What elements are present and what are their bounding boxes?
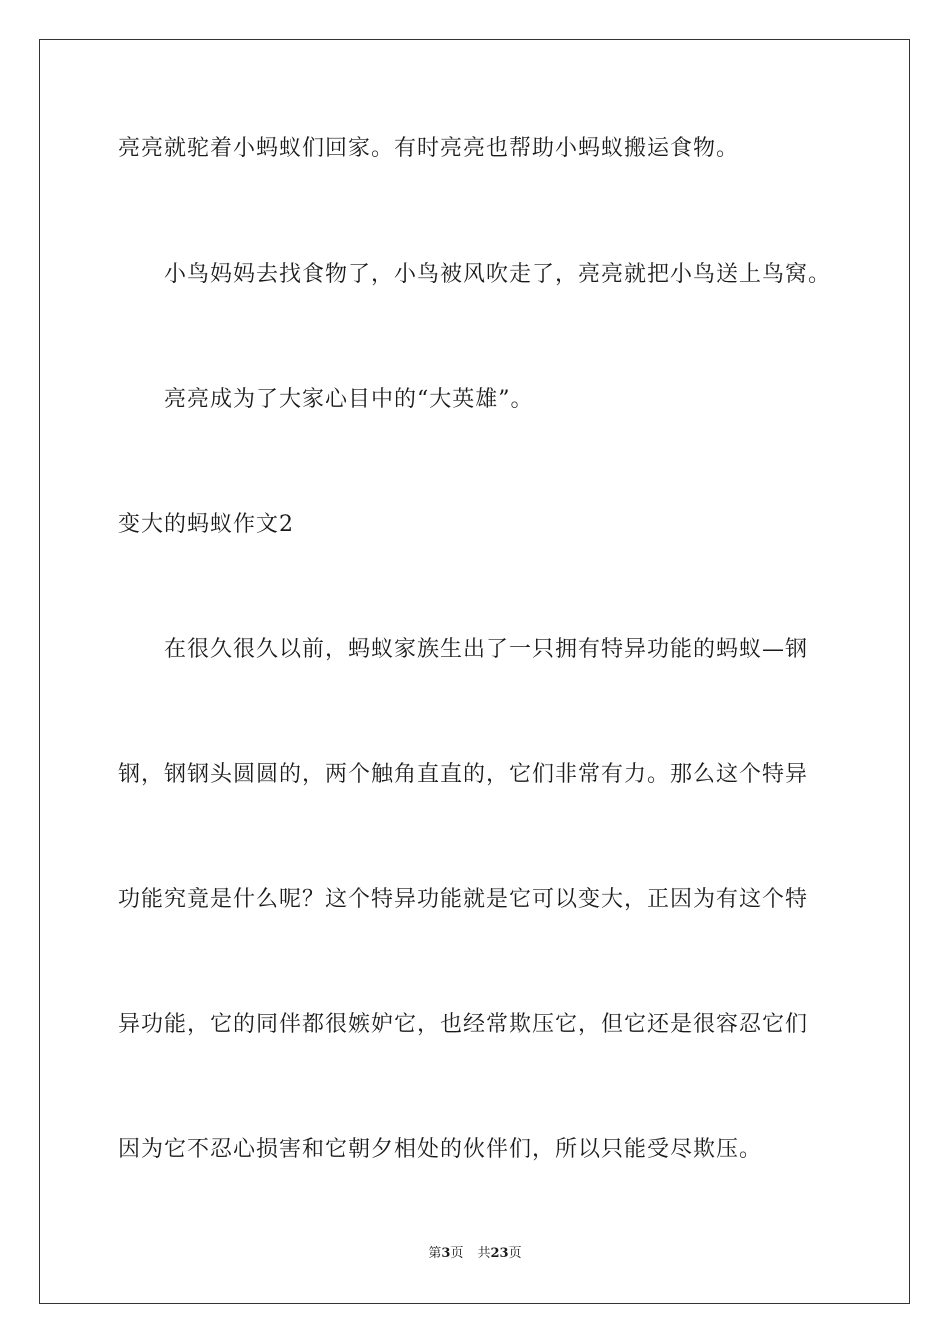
text-line-2: 小鸟妈妈去找食物了，小鸟被风吹走了，亮亮就把小鸟送上鸟窝。 bbox=[164, 262, 832, 287]
page-footer bbox=[0, 1245, 950, 1263]
total-label-prefix: 共 bbox=[477, 1246, 491, 1261]
text-line-8: 异功能，它的同伴都很嫉妒它，也经常欺压它，但它还是很容忍它们 bbox=[118, 1012, 809, 1037]
total-label-suffix: 页 bbox=[508, 1246, 522, 1261]
text-line-5: 在很久很久以前，蚂蚁家族生出了一只拥有特异功能的蚂蚁—钢 bbox=[164, 637, 809, 662]
page-number: 3 bbox=[441, 1246, 451, 1261]
text-line-6: 钢，钢钢头圆圆的，两个触角直直的，它们非常有力。那么这个特异 bbox=[118, 762, 809, 787]
text-line-7: 功能究竟是什么呢？这个特异功能就是它可以变大，正因为有这个特 bbox=[118, 887, 809, 912]
text-line-3: 亮亮成为了大家心目中的“大英雄”。 bbox=[164, 387, 534, 412]
section-heading: 变大的蚂蚁作文2 bbox=[118, 512, 294, 537]
total-pages: 23 bbox=[490, 1246, 509, 1261]
text-line-1: 亮亮就驼着小蚂蚁们回家。有时亮亮也帮助小蚂蚁搬运食物。 bbox=[118, 136, 740, 161]
page-label-suffix: 页 bbox=[450, 1246, 464, 1261]
page-border bbox=[39, 39, 910, 1304]
page-label-prefix: 第 bbox=[428, 1246, 442, 1261]
text-line-9: 因为它不忍心损害和它朝夕相处的伙伴们，所以只能受尽欺压。 bbox=[118, 1137, 763, 1162]
